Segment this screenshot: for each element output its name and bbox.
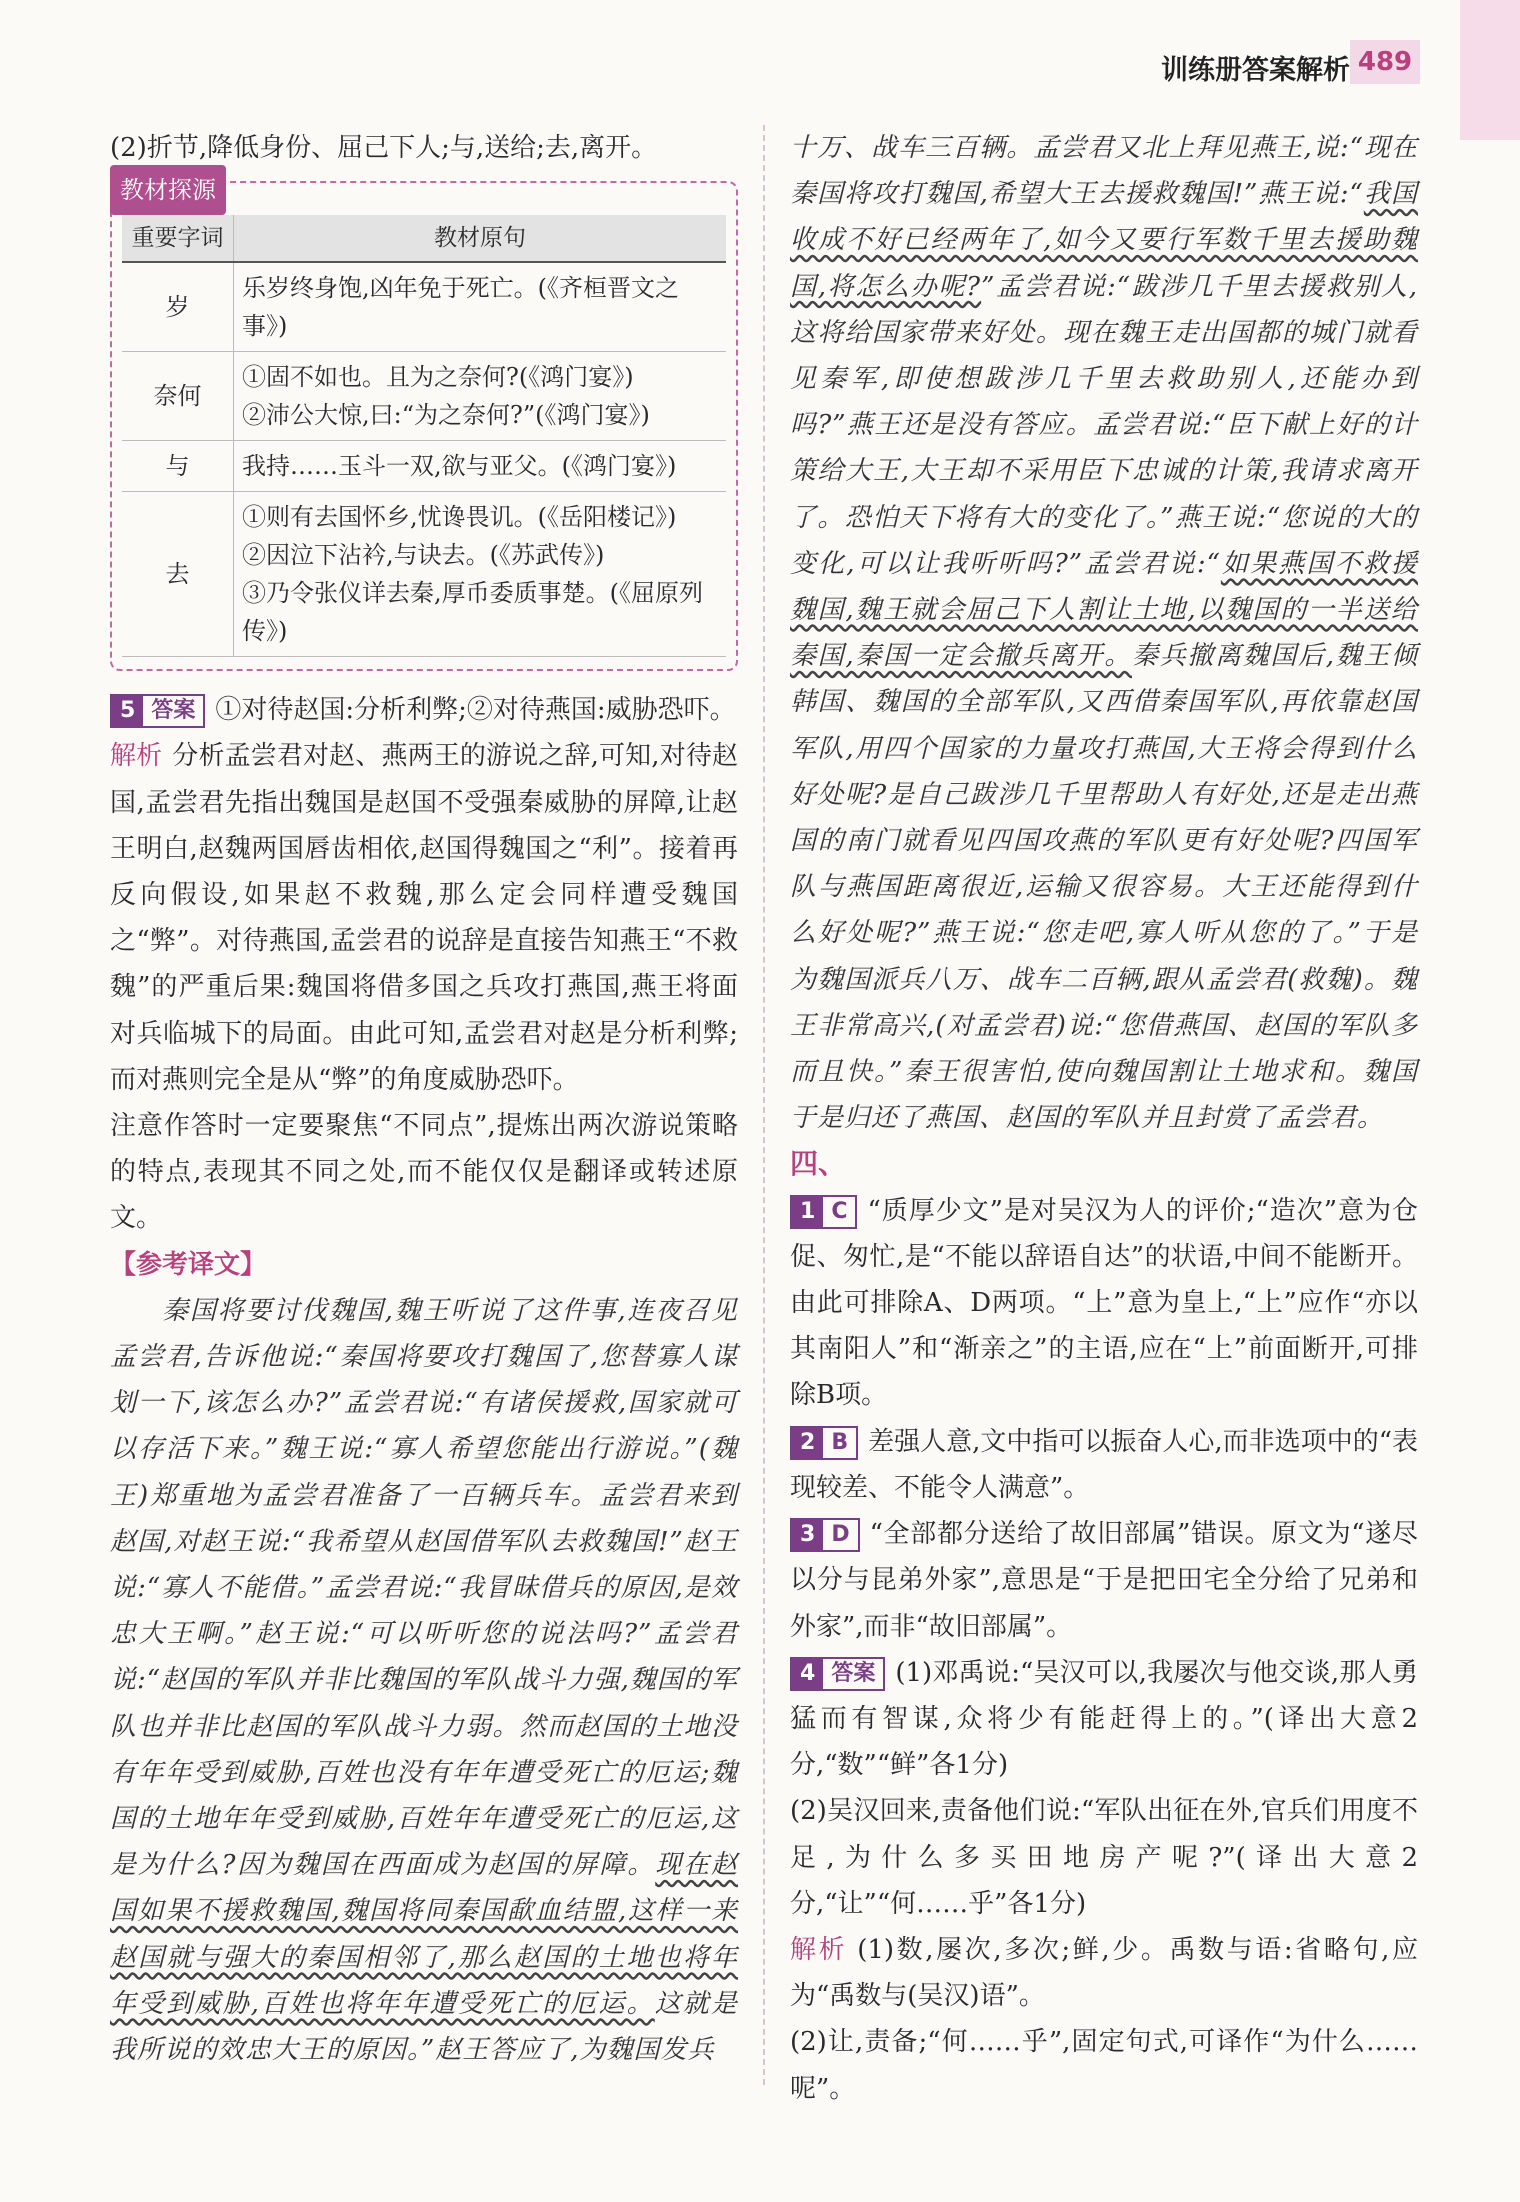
analysis-label: 解析: [110, 741, 163, 772]
translation-underlined: 我国收成不好已经两年了,如今又要行军数千里去援助魏国,将怎么办呢?: [790, 179, 1418, 302]
textbook-source-title: 教材探源: [110, 165, 226, 215]
analysis-text: 分析孟尝君对赵、燕两王的游说之辞,可知,对待赵国,孟尝君先指出魏国是赵国不受强秦威胁的屏障,让赵王明白,赵魏两国唇齿相依,赵国得魏国之“利”。接着再反向假设,如果赵不救魏,那么定会同样遭受魏国之“弊”。对待燕国,孟尝君的说辞是直接告知燕王“不救魏”的严重后果:魏国将借多国之兵攻打燕国,燕王将面对兵临城下的局面。由此可知,孟尝君对赵是分析利弊;而对燕则完全是从“弊”的角度威胁恐吓。: [110, 741, 738, 1095]
right-column: [790, 125, 1418, 2112]
page-header-title: 训练册答案解析: [1161, 55, 1350, 86]
table-cell-sentences: [234, 262, 727, 352]
table-header-sentence: 教材原句: [234, 215, 727, 262]
textbook-source-box: [110, 176, 738, 671]
question-3-tag: 3 D: [790, 1518, 860, 1552]
translation-text: 十万、战车三百辆。孟尝君又北上拜见燕王,说:“现在秦国将攻打魏国,希望大王去援救魏国!”燕王说:“: [790, 133, 1418, 210]
analysis-text: (1)数,屡次,多次;鲜,少。禹数与语:省略句,应为“禹数与(吴汉)语”。: [790, 1934, 1418, 2012]
table-row: [122, 352, 726, 441]
question-5-tag: 5 答案: [110, 694, 205, 728]
table-cell-sentences: [234, 492, 727, 657]
reference-translation-continued: [790, 125, 1418, 1141]
sentence-line: 我持……玉斗一双,欲与亚父。(《鸿门宴》): [242, 452, 677, 481]
question-5-text: ①对待赵国:分析利弊;②对待燕国:威胁恐吓。: [215, 695, 736, 726]
page-number: 489: [1350, 40, 1420, 84]
question-5-answer: [110, 687, 738, 733]
table-cell-sentences: [234, 441, 727, 492]
table-row: [122, 441, 726, 492]
question-5-analysis: [110, 733, 738, 1103]
translation-text: ”孟尝君说:“跋涉几千里去援救别人,这将给国家带来好处。现在魏王走出国都的城门就看见秦军,即使想跋涉几千里去救助别人,还能办到吗?”燕王还是没有答应。孟尝君说:“臣下献上好的计策给大王,大王却不采用臣下忠诚的计策,我请求离开了。恐怕天下将有大的变化了。”燕王说:“您说的大的变化,可以让我听听吗?”孟尝君说:“: [790, 271, 1418, 579]
translation-text: 秦国将要讨伐魏国,魏王听说了这件事,连夜召见孟尝君,告诉他说:“秦国将要攻打魏国了,您替寡人谋划一下,该怎么办?”孟尝君说:“有诸侯援救,国家就可以存活下来。”魏王说:“寡人希望您能出行游说。”(魏王)郑重地为孟尝君准备了一百辆兵车。孟尝君来到赵国,对赵王说:“我希望从赵国借军队去救魏国!”赵王说:“寡人不能借。”孟尝君说:“我冒昧借兵的原因,是效忠大王啊。”赵王说:“可以听听您的说法吗?”孟尝君说:“赵国的军队并非比魏国的军队战斗力强,魏国的军队也并非比赵国的军队战斗力弱。然而赵国的土地没有年年受到威胁,百姓也没有年年遭受死亡的厄运;魏国的土地年年受到威胁,百姓年年遭受死亡的厄运,这是为什么?因为魏国在西面成为赵国的屏障。: [110, 1295, 738, 1881]
section-title: 四、: [790, 1147, 847, 1181]
question-2-answer: [790, 1419, 1418, 1511]
sentence-line: 乐岁终身饱,凶年免于死亡。(《齐桓晋文之事》): [242, 274, 679, 341]
question-4-part-2: (2)吴汉回来,责备他们说:“军队出征在外,官兵们用度不足,为什么多买田地房产呢?”(译出大意2分,“让”“何……乎”各1分): [790, 1796, 1418, 1919]
question-1-text: “质厚少文”是对吴汉为人的评价;“造次”意为仓促、匆忙,是“不能以辞语自达”的状语,中间不能断开。由此可排除A、D两项。“上”意为皇上,“上”应作“亦以其南阳人”和“渐亲之”的主语,应在“上”前面断开,可排除B项。: [790, 1195, 1418, 1411]
question-4-analysis: [790, 1927, 1418, 2019]
sentence-line: ③乃令张仪详去秦,厚币委质事楚。(《屈原列传》): [242, 579, 703, 646]
table-cell-word: 与: [122, 441, 234, 492]
table-cell-word: 岁: [122, 262, 234, 352]
question-1-answer: [790, 1188, 1418, 1419]
question-4-answer: [790, 1650, 1418, 1789]
question-3-text: “全部都分送给了故旧部属”错误。原文为“遂尽以分与昆弟外家”,意思是“于是把田宅全分给了兄弟和外家”,而非“故旧部属”。: [790, 1519, 1418, 1642]
left-column: [110, 125, 738, 2073]
sentence-line: ①则有去国怀乡,忧谗畏讥。(《岳阳楼记》): [242, 503, 677, 532]
table-cell-sentences: [234, 352, 727, 441]
question-4-text: (1)邓禹说:“吴汉可以,我屡次与他交谈,那人勇猛而有智谋,众将少有能赶得上的。”(译出大意2分,“数”“鲜”各1分): [790, 1657, 1418, 1781]
sentence-line: ①固不如也。且为之奈何?(《鸿门宴》): [242, 363, 634, 392]
sentence-line: ②因泣下沾衿,与诀去。(《苏武传》): [242, 541, 605, 570]
table-row: [122, 262, 726, 352]
sentence-line: ②沛公大惊,曰:“为之奈何?”(《鸿门宴》): [242, 401, 650, 430]
question-1-tag: 1 C: [790, 1195, 857, 1229]
vocab-table: [122, 215, 726, 657]
table-cell-word: 奈何: [122, 352, 234, 441]
answer-note: 注意作答时一定要聚焦“不同点”,提炼出两次游说策略的特点,表现其不同之处,而不能仅仅是翻译或转述原文。: [110, 1111, 738, 1234]
answer-part-2: (2)折节,降低身份、屈己下人;与,送给;去,离开。: [110, 133, 658, 163]
column-divider: [763, 125, 765, 2085]
reference-translation: [110, 1288, 738, 2073]
question-2-tag: 2 B: [790, 1426, 858, 1460]
analysis-label: 解析: [790, 1934, 848, 1965]
translation-text: 这就是我所说的效忠大王的原因。”赵王答应了,为魏国发兵: [110, 1988, 738, 2066]
table-header-row: [122, 215, 726, 262]
question-4-analysis-2: (2)让,责备;“何……乎”,固定句式,可译作“为什么……呢”。: [790, 2027, 1418, 2104]
question-4-tag: 4 答案: [790, 1657, 885, 1691]
question-2-text: 差强人意,文中指可以振奋人心,而非选项中的“表现较差、不能令人满意”。: [790, 1426, 1418, 1503]
translation-underlined: 如果燕国不救援魏国,魏王就会屈己下人割让土地,以魏国的一半送给秦国,秦国一定会撤兵离开。: [790, 548, 1418, 672]
table-header-word: 重要字词: [122, 215, 234, 262]
question-3-answer: [790, 1511, 1418, 1650]
reference-translation-title: 【参考译文】: [110, 1249, 267, 1280]
table-row: [122, 492, 726, 657]
table-cell-word: 去: [122, 492, 234, 657]
translation-text: 秦兵撤离魏国后,魏王倾韩国、魏国的全部军队,又西借秦国军队,再依靠赵国军队,用四个国家的力量攻打燕国,大王将会得到什么好处呢?是自己跋涉几千里帮助人有好处,还是走出燕国的南门就看见四国攻燕的军队更有好处呢?四国军队与燕国距离很近,运输又很容易。大王还能得到什么好处呢?”燕王说:“您走吧,寡人听从您的了。”于是为魏国派兵八万、战车二百辆,跟从孟尝君(救魏)。魏王非常高兴,(对孟尝君)说:“您借燕国、赵国的军队多而且快。”秦王很害怕,使向魏国割让土地求和。魏国于是归还了燕国、赵国的军队并且封赏了孟尝君。: [790, 641, 1419, 1134]
translation-underlined: 现在赵国如果不援救魏国,魏国将同秦国歃血结盟,这样一来赵国就与强大的秦国相邻了,那么赵国的土地也将年年受到威胁,百姓也将年年遭受死亡的厄运。: [110, 1850, 738, 2019]
corner-decoration: [1460, 0, 1520, 140]
